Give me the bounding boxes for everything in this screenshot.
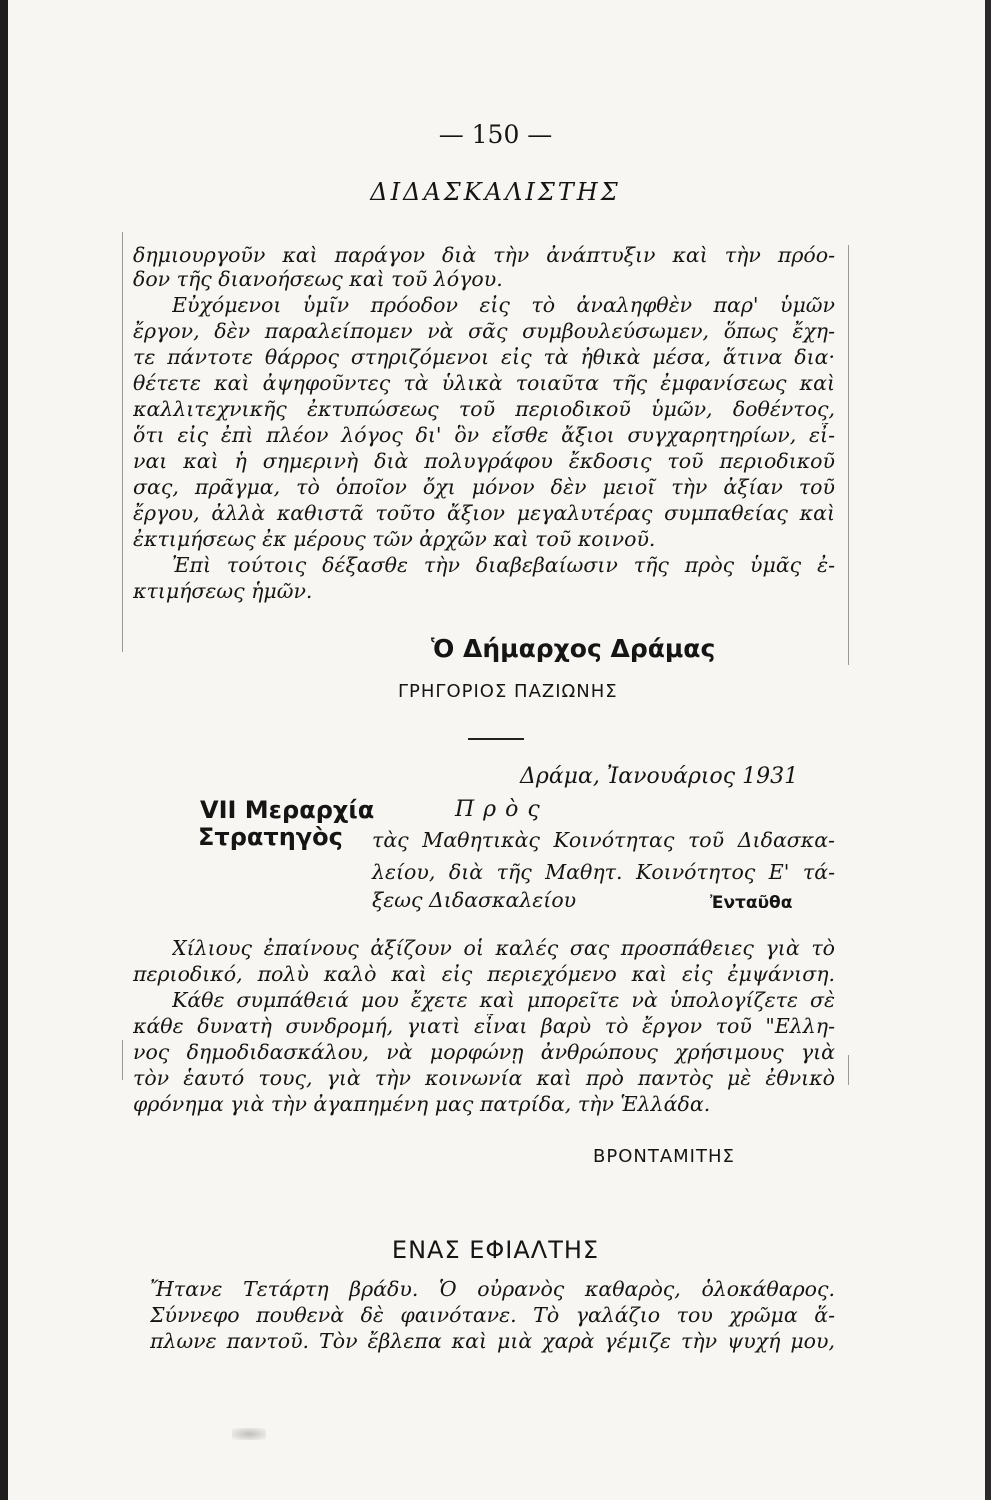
letter1-line: ἔργου, ἀλλὰ καθιστᾶ τοῦτο ἄξιον μεγαλυτέρας συμπαθείας καὶ <box>133 501 835 525</box>
letter2-line: νος δημοδιδασκάλου, νὰ μορφώνῃ ἀνθρώπους χρήσιμους γιὰ <box>133 1040 835 1064</box>
running-header: ΔΙΔΑΣΚΑΛΙΣΤΗΣ <box>370 178 621 206</box>
right-margin-rule-lower <box>848 1055 849 1085</box>
letter2-line: φρόνημα γιὰ τὴν ἀγαπημένη μας πατρίδα, τὴν Ἑλλάδα. <box>133 1092 711 1116</box>
letter2-line: κάθε δυνατὴ συνδρομή, γιατὶ εἶναι βαρὺ τὸ ἔργον τοῦ "Ελλη- <box>133 1014 835 1038</box>
signature-title: Ὁ Δήμαρχος Δράμας <box>431 634 716 663</box>
page-number: — 150 — <box>438 120 553 149</box>
ink-smudge <box>232 1428 266 1440</box>
letter1-line: τε πάντοτε θάρρος στηριζόμενοι εἰς τὰ ἠθικὰ μέσα, ἅτινα δια· <box>133 345 835 369</box>
story-title: ΕΝΑΣ ΕΦΙΑΛΤΗΣ <box>391 1236 600 1264</box>
letter1-line: θέτετε καὶ ἀψηφοῦντες τὰ ὑλικὰ τοιαῦτα τῆς ἐμφανίσεως καὶ <box>133 371 835 395</box>
letter1-line: δον τῆς διανοήσεως καὶ τοῦ λόγου. <box>133 267 503 291</box>
story-line: πλωνε παντοῦ. Τὸν ἔβλεπα καὶ μιὰ χαρὰ γέμιζε τὴν ψυχή μου, <box>150 1329 835 1353</box>
letter1-line: Ἐπὶ τούτοις δέξασθε τὴν διαβεβαίωσιν τῆς πρὸς ὑμᾶς ἐ- <box>172 553 835 577</box>
to-label: Πρὸς <box>455 797 549 822</box>
dateline: Δράμα, Ἰανουάριος 1931 <box>520 764 799 789</box>
letter1-line: Εὐχόμενοι ὑμῖν πρόοδον εἰς τὸ ἀναληφθὲν παρ' ὑμῶν <box>172 293 835 317</box>
letter1-line: ἔργον, δὲν παραλείπομεν νὰ σᾶς συμβουλεύσωμεν, ὅπως ἔχη- <box>133 319 835 343</box>
letter1-line: ἐκτιμήσεως ἐκ μέρους τῶν ἀρχῶν καὶ τοῦ κοινοῦ. <box>133 527 656 551</box>
letter2-line: Κάθε συμπάθειά μου ἔχετε καὶ μπορεῖτε νὰ ὑπολογίζετε σὲ <box>172 988 835 1012</box>
section-divider <box>468 738 524 740</box>
address-line: λείου, διὰ τῆς Μαθητ. Κοινότητος Ε' τά- <box>372 860 835 884</box>
scan-right-edge <box>985 0 991 1500</box>
letter2-line: περιοδικό, πολὺ καλὸ καὶ εἰς περιεχόμενο καὶ εἰς ἐμψάνιση. <box>133 962 835 986</box>
letter1-line: ναι καὶ ἡ σημερινὴ διὰ πολυγράφου ἔκδοσις τοῦ περιοδικοῦ <box>133 449 835 473</box>
letter1-line: ὅτι εἰς ἐπὶ πλέον λόγος δι' ὃν εἴσθε ἄξιοι συγχαρητηρίων, εἶ- <box>133 423 835 447</box>
right-margin-rule <box>848 245 849 665</box>
letter1-line: καλλιτεχνικῆς ἐκτυπώσεως τοῦ περιοδικοῦ ὑμῶν, δοθέντος, <box>133 397 835 421</box>
address-line: τὰς Μαθητικὰς Κοινότητας τοῦ Διδασκα- <box>372 828 835 852</box>
story-line: Σύννεφο πουθενὰ δὲ φαινότανε. Τὸ γαλάζιο του χρῶμα ἅ- <box>150 1303 835 1327</box>
letter2-signer: ΒΡΟΝΤΑΜΙΤΗΣ <box>593 1146 735 1167</box>
letter1-line: δημιουργοῦν καὶ παράγον διὰ τὴν ἀνάπτυξιν καὶ τὴν πρόο- <box>133 243 835 267</box>
location-label: Ἐνταῦθα <box>710 893 793 913</box>
sender-line-2: Στρατηγὸς <box>198 823 343 851</box>
letter2-line: Χίλιους ἐπαίνους ἀξίζουν οἱ καλές σας προσπάθειες γιὰ τὸ <box>172 936 835 960</box>
letter1-line: σας, πρᾶγμα, τὸ ὁποῖον ὄχι μόνον δὲν μειοῖ τὴν ἀξίαν τοῦ <box>133 475 835 499</box>
sender-line-1: VII Μεραρχία <box>200 796 375 824</box>
signature-name: ΓΡΗΓΟΡΙΟΣ ΠΑΖΙΩΝΗΣ <box>398 681 618 702</box>
left-margin-rule <box>122 232 123 652</box>
story-line: Ἤτανε Τετάρτη βράδυ. Ὁ οὐρανὸς καθαρὸς, ὁλοκάθαρος. <box>150 1277 835 1301</box>
letter1-line: κτιμήσεως ἡμῶν. <box>133 579 313 603</box>
left-margin-rule-lower <box>122 1040 123 1080</box>
address-line: ξεως Διδασκαλείου <box>372 888 577 912</box>
scan-left-edge <box>0 0 8 1500</box>
letter2-line: τὸν ἑαυτό τους, γιὰ τὴν κοινωνία καὶ πρὸ παντὸς μὲ ἐθνικὸ <box>133 1066 835 1090</box>
